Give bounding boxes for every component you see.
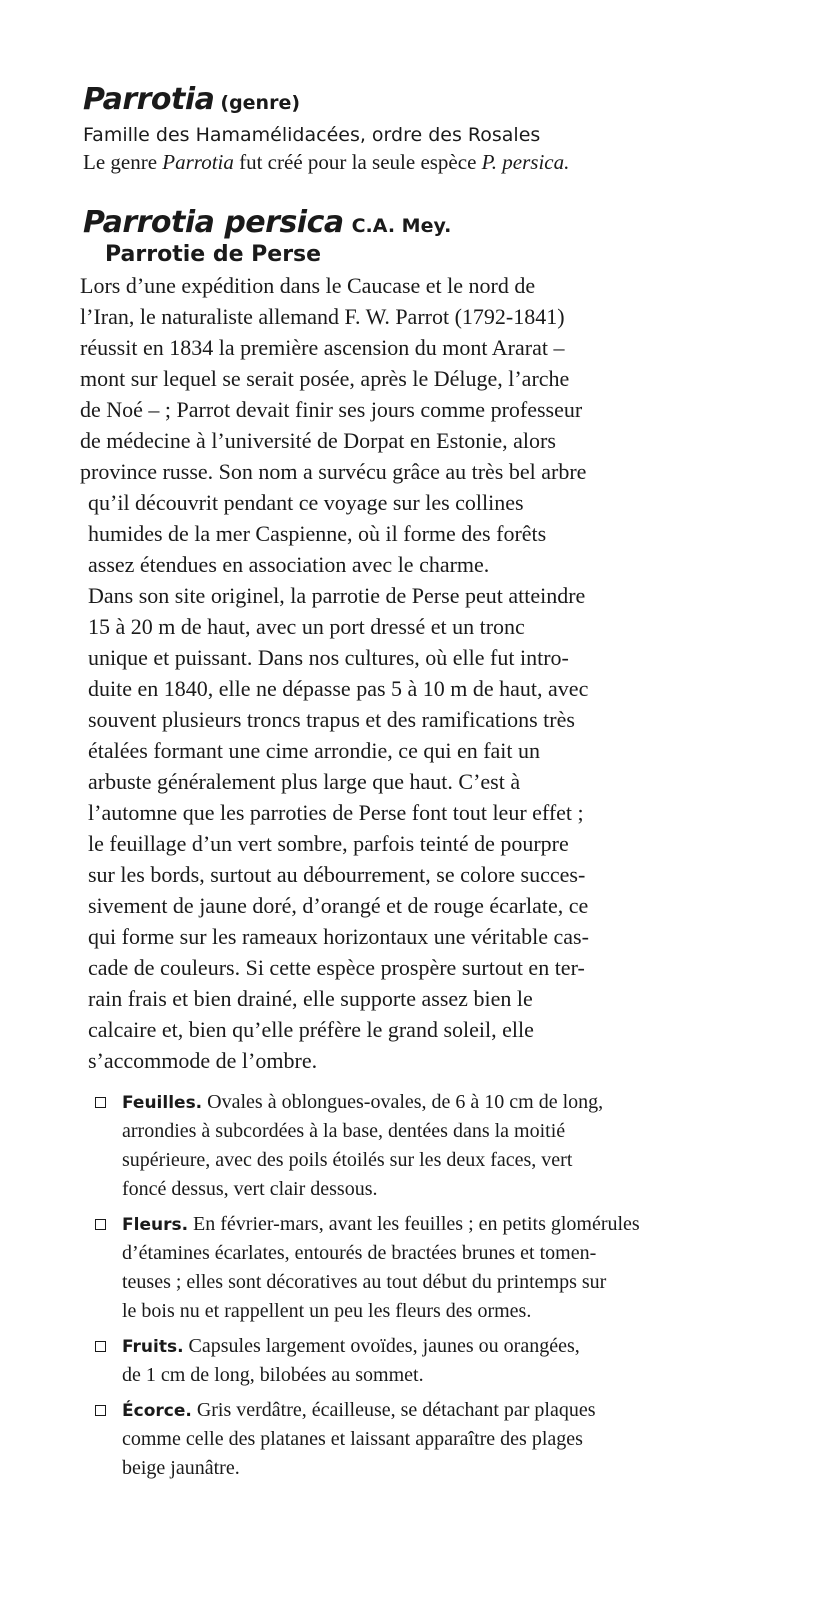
description-line: souvent plusieurs troncs trapus et des ramifications très <box>88 707 575 732</box>
genus-heading <box>83 80 300 117</box>
genus-description <box>83 150 569 175</box>
genus-tag: (genre) <box>220 92 301 114</box>
feature-text: En février-mars, avant les feuilles ; en petits glomérules <box>188 1213 640 1235</box>
description-line: rain frais et bien drainé, elle supporte assez bien le <box>88 986 533 1011</box>
feature-text: Gris verdâtre, écailleuse, se détachant par plaques <box>191 1399 596 1421</box>
description-line: de Noé – ; Parrot devait finir ses jours comme professeur <box>80 397 583 422</box>
checkbox-square-icon <box>95 1341 106 1352</box>
feature-line: comme celle des platanes et laissant apparaître des plages <box>122 1428 583 1450</box>
description-line: cade de couleurs. Si cette espèce prospère surtout en ter- <box>88 955 585 980</box>
feature-text: Capsules largement ovoïdes, jaunes ou orangées, <box>183 1335 580 1357</box>
genus-desc-species: P. persica. <box>481 150 570 174</box>
checkbox-square-icon <box>95 1405 106 1416</box>
description-line: province russe. Son nom a survécu grâce au très bel arbre <box>80 459 587 484</box>
description-line: arbuste généralement plus large que haut. C’est à <box>88 769 521 794</box>
description-line: s’accommode de l’ombre. <box>88 1048 318 1073</box>
feature-line: foncé dessus, vert clair dessous. <box>122 1178 378 1200</box>
checkbox-square-icon <box>95 1097 106 1108</box>
feature-label: Écorce. <box>122 1401 192 1421</box>
description-line: sivement de jaune doré, d’orangé et de rouge écarlate, ce <box>88 893 589 918</box>
feature-line <box>122 1210 735 1239</box>
description-line: mont sur lequel se serait posée, après le Déluge, l’arche <box>80 366 570 391</box>
feature-line <box>122 1332 735 1361</box>
description-line: 15 à 20 m de haut, avec un port dressé et un tronc <box>88 614 525 639</box>
feature-item <box>95 1396 735 1483</box>
feature-label: Fruits. <box>122 1337 184 1357</box>
genus-desc-genus: Parrotia <box>162 150 234 174</box>
feature-label: Feuilles. <box>122 1093 203 1113</box>
checkbox-square-icon <box>95 1219 106 1230</box>
description-line: qu’il découvrit pendant ce voyage sur les collines <box>88 490 524 515</box>
description-line: Lors d’une expédition dans le Caucase et le nord de <box>80 273 536 298</box>
feature-item <box>95 1332 735 1390</box>
feature-list <box>95 1088 735 1489</box>
description-line: réussit en 1834 la première ascension du mont Ararat – <box>80 335 565 360</box>
common-name: Parrotie de Perse <box>105 242 322 267</box>
feature-line: supérieure, avec des poils étoilés sur les deux faces, vert <box>122 1149 573 1171</box>
description-line: duite en 1840, elle ne dépasse pas 5 à 10 m de haut, avec <box>88 676 589 701</box>
feature-line: arrondies à subcordées à la base, dentées dans la moitié <box>122 1120 566 1142</box>
feature-text: Ovales à oblongues-ovales, de 6 à 10 cm de long, <box>202 1091 604 1113</box>
feature-label: Fleurs. <box>122 1215 189 1235</box>
description-line: Dans son site originel, la parrotie de Perse peut atteindre <box>88 583 586 608</box>
species-heading <box>83 205 451 240</box>
description-line: l’automne que les parroties de Perse font tout leur effet ; <box>88 800 584 825</box>
genus-desc-before: Le genre <box>83 150 163 174</box>
description-line: étalées formant une cime arrondie, ce qui en fait un <box>88 738 541 763</box>
genus-name: Parrotia <box>83 82 215 117</box>
family-line: Famille des Hamamélidacées, ordre des Rosales <box>83 124 541 146</box>
feature-line <box>122 1396 735 1425</box>
description-line: calcaire et, bien qu’elle préfère le grand soleil, elle <box>88 1017 534 1042</box>
description-line: de médecine à l’université de Dorpat en Estonie, alors <box>80 428 556 453</box>
genus-desc-middle: fut créé pour la seule espèce <box>233 150 482 174</box>
species-authority: C.A. Mey. <box>351 215 452 237</box>
feature-line: teuses ; elles sont décoratives au tout début du printemps sur <box>122 1271 607 1293</box>
description-line: unique et puissant. Dans nos cultures, où elle fut intro- <box>88 645 569 670</box>
species-name: Parrotia persica <box>83 205 344 240</box>
description-line: qui forme sur les rameaux horizontaux une véritable cas- <box>88 924 589 949</box>
description-line: le feuillage d’un vert sombre, parfois teinté de pourpre <box>88 831 569 856</box>
description-line: humides de la mer Caspienne, où il forme des forêts <box>88 521 547 546</box>
feature-line: le bois nu et rappellent un peu les fleurs des ormes. <box>122 1300 532 1322</box>
description-line: assez étendues en association avec le charme. <box>88 552 490 577</box>
feature-item <box>95 1210 735 1326</box>
species-description <box>80 270 740 1076</box>
feature-line <box>122 1088 735 1117</box>
feature-line: d’étamines écarlates, entourés de bractées brunes et tomen- <box>122 1242 597 1264</box>
feature-item <box>95 1088 735 1204</box>
feature-line: beige jaunâtre. <box>122 1457 240 1479</box>
description-line: sur les bords, surtout au débourrement, se colore succes- <box>88 862 586 887</box>
description-line: l’Iran, le naturaliste allemand F. W. Parrot (1792-1841) <box>80 304 565 329</box>
feature-line: de 1 cm de long, bilobées au sommet. <box>122 1364 424 1386</box>
